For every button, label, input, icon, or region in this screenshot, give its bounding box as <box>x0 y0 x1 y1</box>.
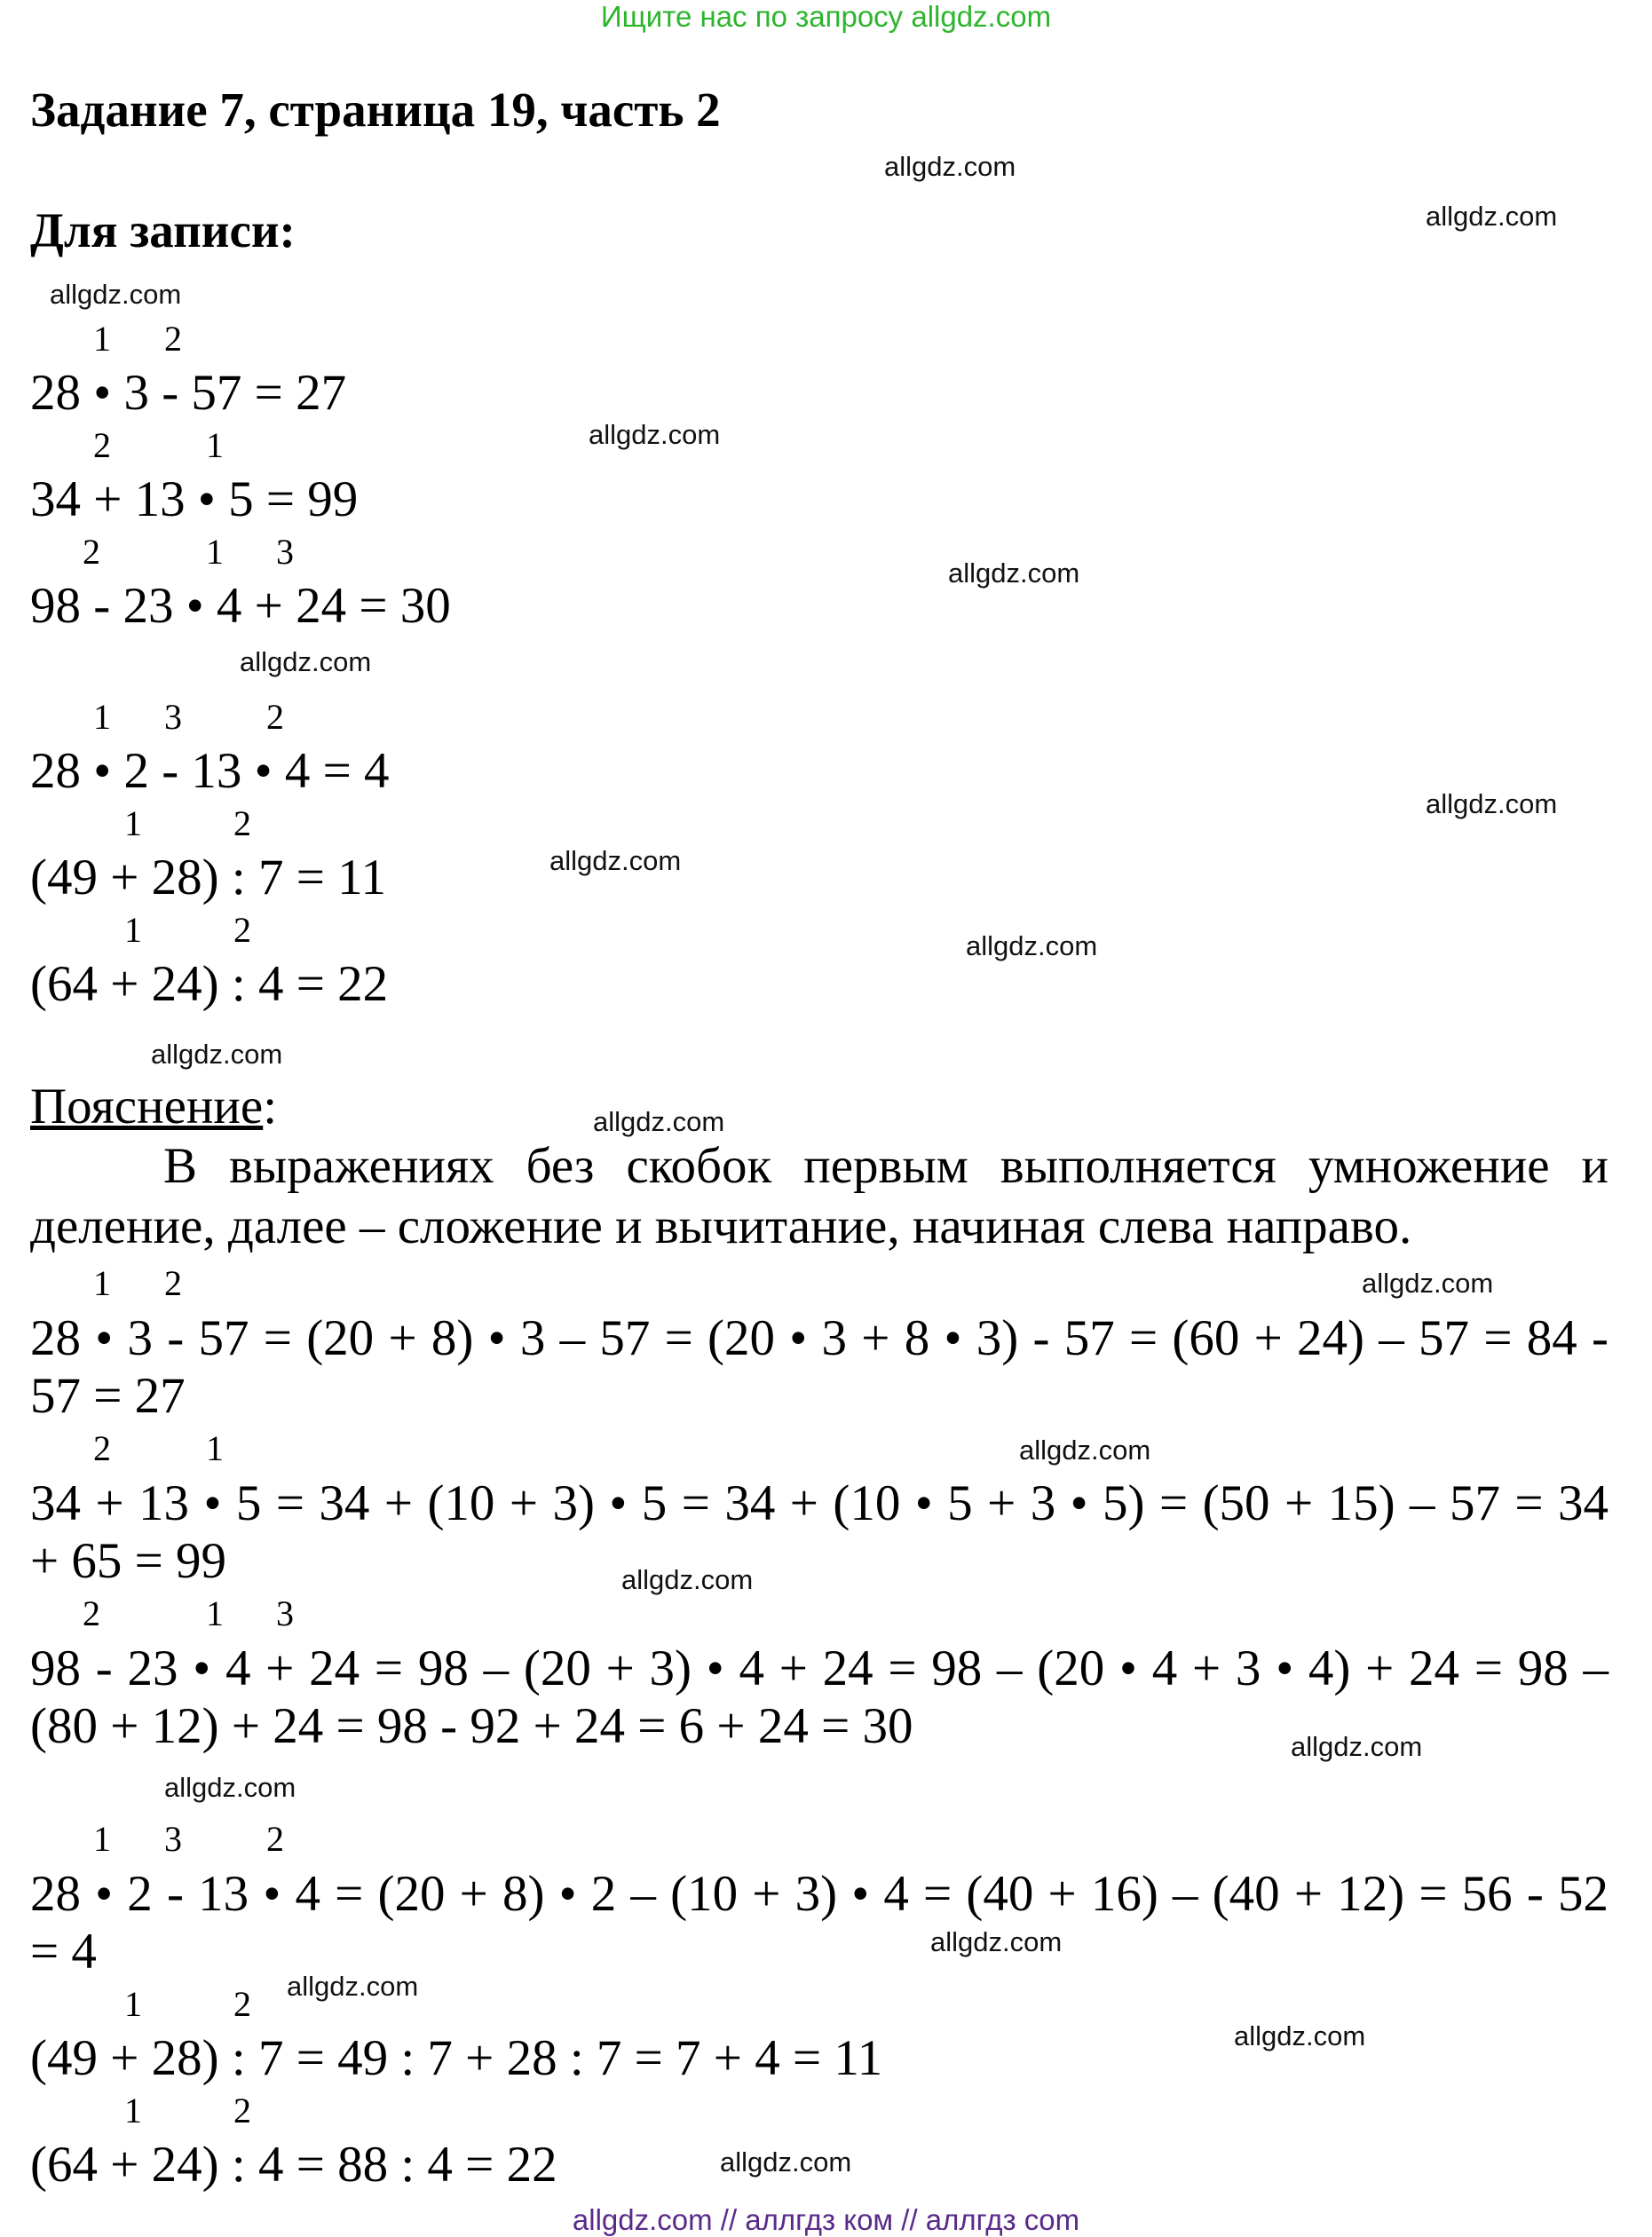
explanation-line: 34 + 13 • 5 = 34 + (10 + 3) • 5 = 34 + (10 • 5 + 3 • 5) = (50 + 15) – 57 = 34 <box>30 1475 1609 1531</box>
record-title: Для записи: <box>30 203 296 257</box>
explanation-line: (64 + 24) : 4 = 88 : 4 = 22 <box>30 2137 557 2193</box>
order-number: 1 <box>206 1593 224 1633</box>
expression: 28 • 2 - 13 • 4 = 4 <box>30 743 390 799</box>
order-number: 2 <box>164 319 182 359</box>
order-number: 3 <box>164 1819 182 1859</box>
explanation-line: 98 - 23 • 4 + 24 = 98 – (20 + 3) • 4 + 24 = 98 – (20 • 4 + 3 • 4) + 24 = 98 – <box>30 1640 1609 1696</box>
watermark: allgdz.com <box>151 1039 283 1070</box>
explanation-title: Пояснение <box>30 1079 264 1134</box>
order-number: 2 <box>266 1819 284 1859</box>
order-number: 1 <box>124 1984 142 2024</box>
watermark: allgdz.com <box>593 1106 725 1137</box>
order-number: 1 <box>124 803 142 843</box>
watermark: allgdz.com <box>720 2146 852 2178</box>
expression: 34 + 13 • 5 = 99 <box>30 471 359 527</box>
watermark: allgdz.com <box>1426 788 1558 819</box>
watermark: allgdz.com <box>1426 201 1558 232</box>
order-number: 2 <box>83 1593 100 1633</box>
order-number: 2 <box>164 1263 182 1303</box>
order-number: 2 <box>233 2091 251 2130</box>
order-number: 2 <box>233 910 251 950</box>
watermark: allgdz.com <box>1234 2020 1366 2051</box>
order-number: 1 <box>93 319 111 359</box>
explanation-colon: : <box>263 1079 278 1134</box>
explanation-line: = 4 <box>30 1924 97 1980</box>
order-number: 3 <box>276 1593 294 1633</box>
expression: (49 + 28) : 7 = 11 <box>30 850 386 905</box>
order-number: 2 <box>83 532 100 572</box>
watermark: allgdz.com <box>966 930 1098 961</box>
order-number: 1 <box>124 2091 142 2130</box>
watermark: allgdz.com <box>589 419 721 450</box>
top-banner: Ищите нас по запросу allgdz.com <box>600 0 1052 33</box>
explanation-line: 28 • 3 - 57 = (20 + 8) • 3 – 57 = (20 • 3 + 8 • 3) - 57 = (60 + 24) – 57 = 84 - <box>30 1310 1609 1366</box>
watermark: allgdz.com <box>1291 1731 1423 1762</box>
order-number: 1 <box>93 1819 111 1859</box>
expression: 98 - 23 • 4 + 24 = 30 <box>30 578 451 634</box>
watermark: allgdz.com <box>287 1971 419 2002</box>
explanation-line: 57 = 27 <box>30 1368 186 1424</box>
watermark: allgdz.com <box>50 279 182 310</box>
watermark: allgdz.com <box>1019 1435 1151 1466</box>
watermark: allgdz.com <box>549 845 682 876</box>
order-number: 1 <box>206 425 224 465</box>
explanation-line: (49 + 28) : 7 = 49 : 7 + 28 : 7 = 7 + 4 = 11 <box>30 2030 883 2086</box>
order-number: 1 <box>206 532 224 572</box>
explanation-line: (80 + 12) + 24 = 98 - 92 + 24 = 6 + 24 = 30 <box>30 1698 913 1754</box>
order-number: 1 <box>93 697 111 737</box>
explanation-line: + 65 = 99 <box>30 1533 227 1589</box>
order-number: 2 <box>233 1984 251 2024</box>
expression: 28 • 3 - 57 = 27 <box>30 365 347 421</box>
order-number: 3 <box>276 532 294 572</box>
watermark: allgdz.com <box>164 1772 296 1803</box>
bottom-banner: allgdz.com // аллгдз ком // аллгдз com <box>572 2203 1080 2236</box>
expression: (64 + 24) : 4 = 22 <box>30 956 389 1012</box>
watermark: allgdz.com <box>240 646 372 677</box>
watermark: allgdz.com <box>1362 1268 1494 1299</box>
order-number: 2 <box>266 697 284 737</box>
explanation-heading <box>30 1078 277 1135</box>
order-number: 2 <box>93 425 111 465</box>
order-number: 2 <box>233 803 251 843</box>
watermark: allgdz.com <box>884 151 1016 182</box>
watermark: allgdz.com <box>930 1926 1063 1957</box>
page-title: Задание 7, страница 19, часть 2 <box>30 83 721 137</box>
order-number: 1 <box>124 910 142 950</box>
order-number: 2 <box>93 1428 111 1468</box>
explanation-paragraph: В выражениях без скобок первым выполняется умножение и деление, далее – сложение и вычитание, начиная слева направо. <box>30 1138 1609 1254</box>
explanation-line: 28 • 2 - 13 • 4 = (20 + 8) • 2 – (10 + 3) • 4 = (40 + 16) – (40 + 12) = 56 - 52 <box>30 1866 1609 1922</box>
watermark: allgdz.com <box>621 1564 754 1595</box>
order-number: 1 <box>206 1428 224 1468</box>
watermark: allgdz.com <box>948 557 1080 589</box>
order-number: 1 <box>93 1263 111 1303</box>
order-number: 3 <box>164 697 182 737</box>
